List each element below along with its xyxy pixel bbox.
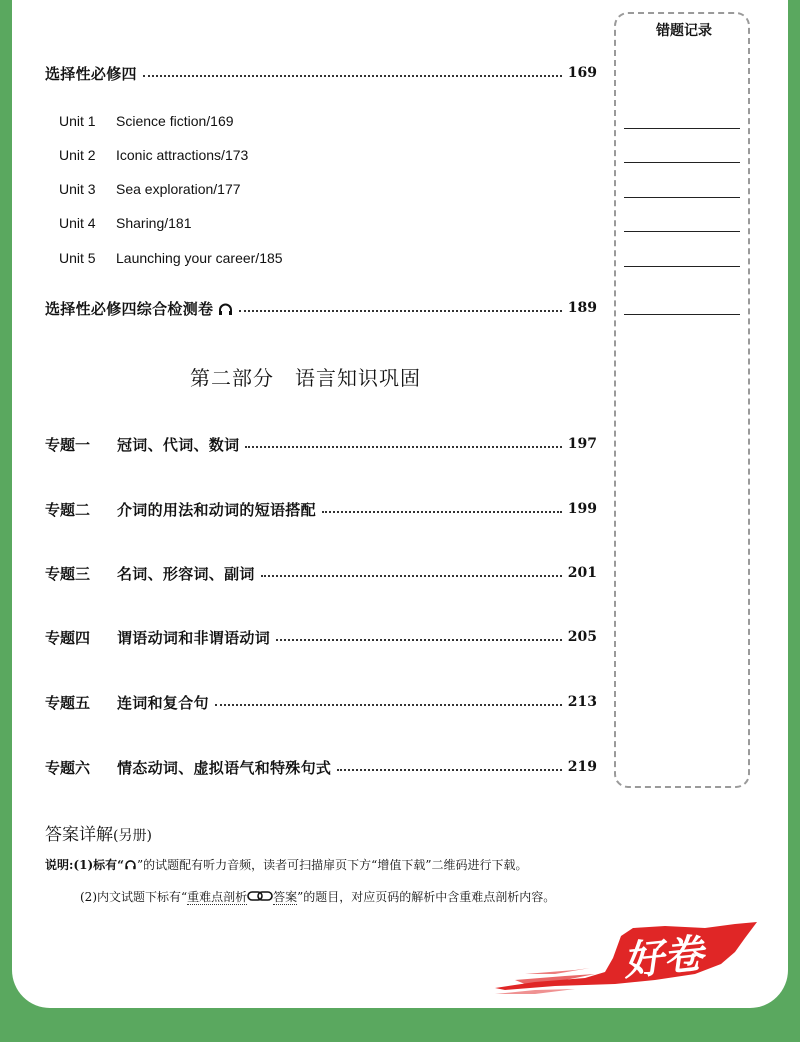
topic-label: 专题六 [45,758,91,777]
dot-leader [245,446,561,448]
dot-leader [215,704,562,706]
record-line[interactable] [624,162,740,163]
toc-entry-topic[interactable] [45,432,597,456]
answers-suffix: (另册) [113,828,152,844]
page-number: 205 [567,629,597,645]
record-line[interactable] [624,266,740,267]
toc-entry-topic[interactable] [45,755,597,779]
unit-number: Unit 2 [59,147,96,163]
topic-label: 专题五 [45,693,91,712]
note-text: ”的题目，对应页码的解析中含重难点剖析内容。 [297,890,556,904]
unit-entry[interactable] [59,147,248,163]
topic-label: 专题二 [45,500,91,519]
unit-number: Unit 1 [59,113,96,129]
unit-title: Sea exploration/177 [116,181,241,197]
link-icon [247,890,273,900]
unit-title: Launching your career/185 [116,250,283,266]
brand-logo [495,918,760,998]
record-box-title: 错题记录 [656,23,712,39]
topic-title: 冠词、代词、数词 [117,435,240,454]
topic-title: 谓语动词和非谓语动词 [117,628,271,647]
topic-title: 名词、形容词、副词 [117,564,255,583]
unit-entry[interactable] [59,113,234,129]
dot-leader [143,75,562,77]
logo-text: 好卷 [621,930,706,986]
unit-number: Unit 3 [59,181,96,197]
section-heading: 第二部分 语言知识巩固 [190,366,421,390]
note-line-2 [80,888,555,905]
headphones-icon [124,859,137,870]
mark-key-points: 重难点剖析 [187,890,248,904]
topic-label: 专题三 [45,564,91,583]
page-number: 189 [567,300,597,316]
mistake-record-box [614,12,750,788]
record-line[interactable] [624,231,740,232]
note-text: (2)内文试题下标有“ [80,890,188,904]
dot-leader [261,575,562,577]
unit-entry[interactable] [59,215,192,231]
unit-number: Unit 5 [59,250,96,266]
toc-entry-topic[interactable] [45,561,597,585]
topic-title: 介词的用法和动词的短语搭配 [117,500,316,519]
record-line[interactable] [624,197,740,198]
unit-number: Unit 4 [59,215,96,231]
unit-title: Iconic attractions/173 [116,147,249,163]
toc-entry-topic[interactable] [45,497,597,521]
toc-entry-topic[interactable] [45,690,597,714]
answers-heading [45,820,152,845]
note-text: 说明:(1)标有“ [45,858,125,872]
dot-leader [239,310,561,312]
note-line-1 [45,856,527,873]
dot-leader [322,511,562,513]
topic-title: 情态动词、虚拟语气和特殊句式 [117,758,332,777]
record-line[interactable] [624,128,740,129]
answers-title: 答案详解 [45,825,113,845]
dot-leader [337,769,562,771]
toc-entry-title: 选择性必修四综合检测卷 [45,299,214,318]
mark-answer: 答案 [273,890,298,904]
dot-leader [276,639,562,641]
page-number: 213 [567,694,597,710]
record-line[interactable] [624,314,740,315]
toc-entry-book4-test[interactable] [45,296,597,320]
topic-label: 专题四 [45,628,91,647]
topic-title: 连词和复合句 [117,693,209,712]
page-number: 201 [567,565,597,581]
toc-entry-topic[interactable] [45,625,597,649]
unit-entry[interactable] [59,181,241,197]
toc-entry-book4[interactable] [45,61,597,85]
note-text: ”的试题配有听力音频，读者可扫描扉页下方“增值下载”二维码进行下载。 [137,858,528,872]
toc-entry-title: 选择性必修四 [45,64,137,83]
unit-entry[interactable] [59,250,283,266]
topic-label: 专题一 [45,435,91,454]
page-number: 219 [567,759,597,775]
page-number: 197 [567,436,597,452]
page-number: 169 [567,65,597,81]
unit-title: Science fiction/169 [116,113,234,129]
page-number: 199 [567,501,597,517]
headphones-icon [218,301,233,315]
unit-title: Sharing/181 [116,215,192,231]
